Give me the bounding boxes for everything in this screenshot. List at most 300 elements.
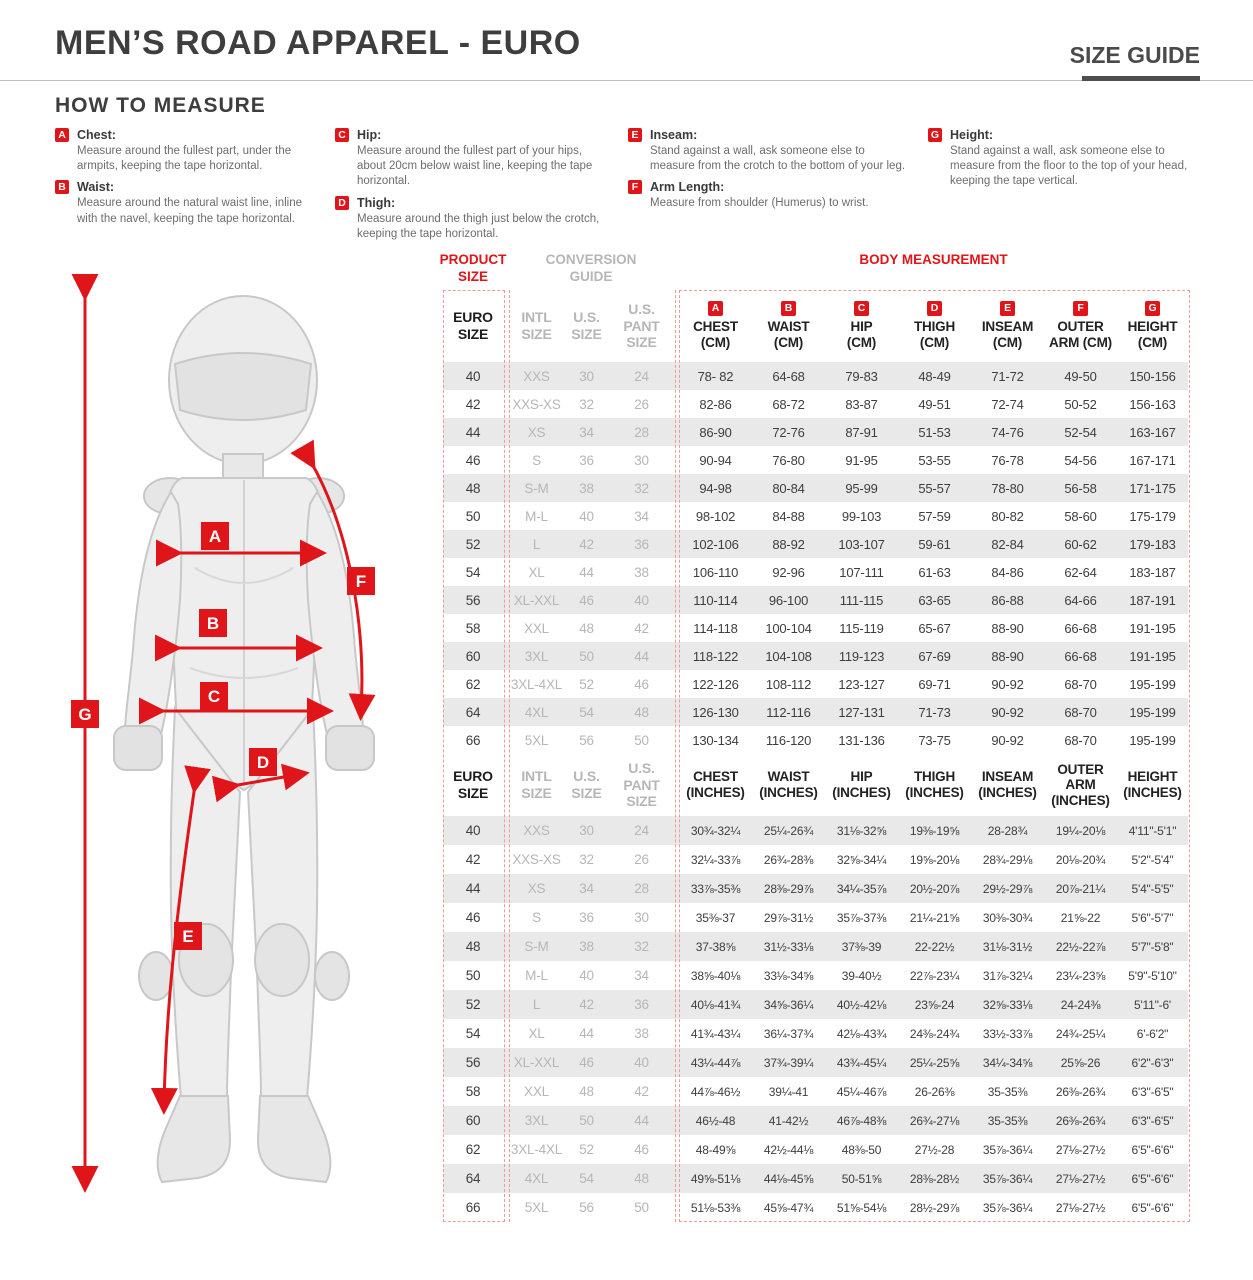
measurement-value: 21¼-21⅝: [909, 910, 960, 925]
column-header-row: [443, 290, 1188, 362]
measurement-value: 6'3"-6'5": [1131, 1084, 1174, 1099]
euro-size-value: 46: [465, 452, 481, 468]
measure-item-g: [928, 128, 1206, 190]
measurement-value: 29⅞-31½: [763, 910, 814, 925]
measurement-value: 20½-20⅞: [909, 881, 960, 896]
measure-column-1: [55, 128, 317, 233]
size-row-56: [443, 586, 1188, 614]
conversion-value: 50: [579, 648, 594, 664]
letter-badge: F: [628, 180, 642, 194]
size-row-60: [443, 642, 1188, 670]
measurement-value: 22⅞-23¼: [909, 968, 960, 983]
conversion-value: 24: [634, 823, 649, 838]
left-glove: [114, 726, 162, 770]
euro-size-value: 54: [465, 1026, 481, 1041]
header-divider: [0, 80, 1253, 81]
size-row-44: [443, 874, 1188, 903]
measurement-value: 116-120: [765, 732, 812, 748]
conversion-value: 42: [634, 1084, 649, 1099]
group-header-conversion-guide: CONVERSION GUIDE: [545, 252, 637, 284]
conversion-value: XS: [527, 881, 546, 896]
euro-size-value: 60: [465, 648, 481, 664]
conversion-value: 40: [579, 968, 594, 983]
measurement-value: 91-95: [845, 452, 878, 468]
measurement-value: 49⅝-51⅛: [690, 1171, 741, 1186]
letter-badge: E: [628, 128, 642, 142]
column-letter-badge: G: [1145, 301, 1160, 316]
conversion-value: 26: [634, 852, 649, 867]
euro-size-value: 44: [465, 881, 481, 896]
measure-name: Hip:: [357, 128, 382, 142]
conversion-value: 34: [579, 881, 594, 896]
measurement-value: 68-70: [1064, 704, 1097, 720]
size-row-58: [443, 1077, 1188, 1106]
conversion-value: 44: [579, 1026, 594, 1041]
measurement-value: 38⅝-40⅛: [690, 968, 741, 983]
measurement-value: 69-71: [918, 676, 951, 692]
thigh-label: D: [256, 753, 270, 772]
size-row-66: [443, 1193, 1188, 1222]
conversion-value: XXS-XS: [512, 852, 561, 867]
measurement-value: 33⅞-35⅜: [690, 881, 741, 896]
measurement-value: 56-58: [1064, 480, 1097, 496]
measurement-value: 65-67: [918, 620, 951, 636]
measurement-value: 95-99: [845, 480, 878, 496]
measurement-value: 78-80: [991, 480, 1024, 496]
conversion-value: XL: [528, 564, 545, 580]
measurement-value: 195-199: [1129, 704, 1176, 720]
measurement-value: 163-167: [1129, 424, 1176, 440]
size-row-64: [443, 1164, 1188, 1193]
measurement-value: 4'11"-5'1": [1128, 823, 1177, 838]
measurement-value: 191-195: [1129, 620, 1176, 636]
size-row-42: [443, 390, 1188, 418]
measure-name: Inseam:: [650, 128, 698, 142]
conversion-value: 36: [579, 452, 594, 468]
measurement-value: 52-54: [1064, 424, 1097, 440]
euro-size-value: 52: [465, 536, 481, 552]
column-letter-badge: D: [927, 301, 942, 316]
measurement-value: 32⅝-33⅛: [982, 997, 1033, 1012]
measurement-value: 130-134: [692, 732, 739, 748]
conversion-value: 36: [634, 536, 649, 552]
measurement-value: 6'5"-6'6": [1131, 1200, 1174, 1215]
measure-column-3: [628, 128, 906, 218]
hip-label: C: [207, 687, 221, 706]
measurement-value: 108-112: [765, 676, 812, 692]
measurement-value: 123-127: [838, 676, 885, 692]
euro-size-value: 56: [465, 592, 481, 608]
measurement-value: 86-90: [699, 424, 732, 440]
size-row-60: [443, 1106, 1188, 1135]
column-header-conversion: U.S. PANT SIZE: [623, 759, 660, 810]
measurement-value: 106-110: [692, 564, 739, 580]
measurement-value: 19⅝-20⅛: [909, 852, 960, 867]
size-row-62: [443, 1135, 1188, 1164]
column-header-conversion: U.S. SIZE: [571, 768, 602, 801]
column-header-row: [443, 754, 1188, 816]
measure-item-d: [335, 196, 607, 242]
measurement-value: 50-51⅝: [841, 1171, 882, 1186]
measurement-value: 25¼-25⅝: [909, 1055, 960, 1070]
measurement-value: 6'5"-6'6": [1131, 1171, 1174, 1186]
measurement-value: 27½-28: [914, 1142, 955, 1157]
measurement-value: 79-83: [845, 368, 878, 384]
conversion-value: 44: [634, 1113, 649, 1128]
measurement-value: 92-96: [772, 564, 805, 580]
measurement-value: 55-57: [918, 480, 951, 496]
euro-size-value: 42: [465, 396, 481, 412]
arm-length-label: F: [355, 572, 367, 591]
measurement-value: 195-199: [1129, 732, 1176, 748]
conversion-value: 30: [634, 910, 649, 925]
conversion-value: 26: [634, 396, 649, 412]
conversion-value: 38: [634, 1026, 649, 1041]
measurement-value: 32⅝-34¼: [836, 852, 887, 867]
measurement-value: 84-88: [772, 508, 805, 524]
measurement-value: 71-73: [918, 704, 951, 720]
measurement-value: 88-90: [991, 620, 1024, 636]
measurement-value: 67-69: [918, 648, 951, 664]
conversion-value: 44: [634, 648, 649, 664]
conversion-value: 5XL: [524, 1200, 549, 1215]
measurement-value: 22-22½: [914, 939, 955, 954]
measurement-value: 23⅝-24: [914, 997, 955, 1012]
measurement-value: 57-59: [918, 508, 951, 524]
column-header-measure: A CHEST (CM): [693, 302, 738, 350]
conversion-value: 52: [579, 676, 594, 692]
measure-item-e: [628, 128, 906, 174]
column-header-euro-size: EURO SIZE: [453, 309, 493, 342]
measurement-value: 126-130: [692, 704, 739, 720]
column-header-conversion: INTL SIZE: [521, 309, 552, 342]
page-title: MEN’S ROAD APPAREL - EURO: [55, 24, 581, 62]
column-header-measure: D THIGH (CM): [914, 302, 955, 350]
measurement-value: 32¼-33⅞: [690, 852, 741, 867]
measurement-value: 94-98: [699, 480, 732, 496]
measurement-value: 50-52: [1064, 396, 1097, 412]
conversion-value: XXL: [524, 620, 549, 636]
conversion-value: 38: [579, 480, 594, 496]
measurement-value: 26⅜-26¾: [1055, 1084, 1106, 1099]
measurement-value: 39¼-41: [768, 1084, 809, 1099]
measurement-value: 61-63: [918, 564, 951, 580]
measurement-value: 30¾-32¼: [690, 823, 741, 838]
size-row-40: [443, 816, 1188, 845]
measurement-value: 88-90: [991, 648, 1024, 664]
measurement-value: 35-35⅜: [987, 1113, 1028, 1128]
measurement-value: 34¼-34⅝: [982, 1055, 1033, 1070]
euro-size-value: 54: [465, 564, 481, 580]
measurement-value: 36¼-37¾: [763, 1026, 814, 1041]
size-row-52: [443, 990, 1188, 1019]
euro-size-value: 58: [465, 620, 481, 636]
measurement-value: 64-66: [1064, 592, 1097, 608]
letter-badge: G: [928, 128, 942, 142]
size-guide-label: SIZE GUIDE: [1069, 42, 1200, 68]
conversion-value: 34: [634, 968, 649, 983]
measurement-value: 187-191: [1129, 592, 1176, 608]
conversion-value: XL: [528, 1026, 545, 1041]
conversion-value: XXS: [523, 368, 550, 384]
conversion-value: 36: [634, 997, 649, 1012]
measurement-value: 54-56: [1064, 452, 1097, 468]
right-knee-pad: [255, 924, 309, 996]
conversion-value: XL-XXL: [513, 592, 560, 608]
measurement-value: 76-80: [772, 452, 805, 468]
measurement-value: 28¾-29⅛: [982, 852, 1033, 867]
measurement-value: 43¼-44⅞: [690, 1055, 741, 1070]
measurement-value: 5'2"-5'4": [1131, 852, 1174, 867]
left-knee-puck: [139, 952, 173, 1000]
measurement-value: 27⅛-27½: [1055, 1171, 1106, 1186]
measure-name: Waist:: [77, 180, 115, 195]
measurement-value: 28⅜-29⅞: [763, 881, 814, 896]
conversion-value: 44: [579, 564, 594, 580]
column-header-conversion: U.S. SIZE: [571, 309, 602, 342]
measurement-value: 104-108: [765, 648, 812, 664]
conversion-value: 3XL: [524, 648, 549, 664]
measurement-value: 42½-44⅛: [763, 1142, 814, 1157]
measurement-value: 64-68: [772, 368, 805, 384]
measurement-value: 31½-33⅛: [763, 939, 814, 954]
measurement-value: 34⅝-36¼: [763, 997, 814, 1012]
measurement-value: 26⅜-26¾: [1055, 1113, 1106, 1128]
conversion-value: 40: [634, 592, 649, 608]
measurement-value: 39-40½: [841, 968, 882, 983]
chest-label: A: [208, 527, 222, 546]
measurement-value: 90-94: [699, 452, 732, 468]
size-row-66: [443, 726, 1188, 754]
size-row-46: [443, 903, 1188, 932]
measurement-value: 80-84: [772, 480, 805, 496]
size-row-58: [443, 614, 1188, 642]
conversion-value: XXS: [523, 823, 550, 838]
conversion-value: XS: [527, 424, 546, 440]
conversion-value: 38: [634, 564, 649, 580]
letter-badge: C: [335, 128, 349, 142]
measurement-value: 90-92: [991, 676, 1024, 692]
conversion-value: L: [532, 997, 541, 1012]
measurement-value: 26¾-28⅜: [763, 852, 814, 867]
euro-size-value: 64: [465, 1171, 481, 1186]
measurement-value: 6'3"-6'5": [1131, 1113, 1174, 1128]
conversion-value: 54: [579, 704, 594, 720]
conversion-value: 32: [634, 480, 649, 496]
conversion-value: 3XL-4XL: [510, 1142, 563, 1157]
conversion-value: 46: [634, 1142, 649, 1157]
euro-size-value: 66: [465, 1200, 481, 1215]
measurement-value: 24¾-25¼: [1055, 1026, 1106, 1041]
inseam-label: E: [182, 927, 194, 946]
measure-description: Stand against a wall, ask someone else to measure from the crotch to the bottom of your leg.: [650, 145, 906, 173]
measurement-value: 35⅞-36¼: [982, 1142, 1033, 1157]
column-header-conversion: INTL SIZE: [521, 768, 552, 801]
conversion-value: L: [532, 536, 541, 552]
size-row-56: [443, 1048, 1188, 1077]
measurement-value: 72-74: [991, 396, 1024, 412]
conversion-value: 36: [579, 910, 594, 925]
right-glove: [326, 726, 374, 770]
conversion-value: 50: [634, 732, 649, 748]
measurement-value: 49-51: [918, 396, 951, 412]
size-row-48: [443, 474, 1188, 502]
conversion-value: 30: [579, 823, 594, 838]
conversion-value: 42: [579, 536, 594, 552]
measurement-value: 6'2"-6'3": [1131, 1055, 1174, 1070]
measurement-value: 86-88: [991, 592, 1024, 608]
column-header-measure: HIP (INCHES): [832, 769, 891, 800]
right-arm: [307, 492, 363, 738]
size-table-rows: [443, 290, 1188, 1222]
measurement-value: 20⅛-20¾: [1055, 852, 1106, 867]
measure-item-c: [335, 128, 607, 190]
conversion-value: 3XL-4XL: [510, 676, 563, 692]
conversion-value: 56: [579, 732, 594, 748]
letter-badge: B: [55, 180, 69, 194]
column-header-measure: C HIP (CM): [846, 302, 877, 350]
measurement-value: 115-119: [839, 620, 884, 636]
euro-size-value: 44: [465, 424, 481, 440]
measurement-value: 42⅛-43¾: [836, 1026, 887, 1041]
measurement-value: 5'6"-5'7": [1131, 910, 1174, 925]
measurement-value: 22½-22⅞: [1055, 939, 1106, 954]
measurement-value: 5'4"-5'5": [1131, 881, 1174, 896]
size-guide-underline: [1082, 76, 1200, 81]
neck: [223, 454, 263, 480]
measurement-value: 66-68: [1064, 648, 1097, 664]
measurement-value: 114-118: [693, 620, 738, 636]
conversion-value: M-L: [525, 508, 548, 524]
measurement-value: 82-86: [699, 396, 732, 412]
measurement-value: 122-126: [692, 676, 739, 692]
measurement-value: 78- 82: [697, 368, 734, 384]
measurement-value: 31⅛-31½: [982, 939, 1033, 954]
conversion-value: 38: [579, 939, 594, 954]
measurement-value: 29½-29⅞: [982, 881, 1033, 896]
conversion-value: S-M: [524, 480, 549, 496]
conversion-value: 28: [634, 424, 649, 440]
measurement-value: 179-183: [1129, 536, 1176, 552]
measurement-value: 41¾-43¼: [690, 1026, 741, 1041]
measurement-value: 110-114: [693, 592, 738, 608]
measurement-value: 28-28¾: [987, 823, 1028, 838]
column-header-euro-size: EURO SIZE: [453, 768, 493, 801]
measurement-value: 68-70: [1064, 732, 1097, 748]
measurement-value: 167-171: [1129, 452, 1176, 468]
measurement-value: 175-179: [1129, 508, 1176, 524]
column-letter-badge: E: [1000, 301, 1015, 316]
measurement-value: 35⅞-37⅜: [836, 910, 887, 925]
column-letter-badge: B: [781, 301, 796, 316]
column-letter-badge: A: [708, 301, 723, 316]
conversion-value: 30: [634, 452, 649, 468]
measure-name: Arm Length:: [650, 180, 725, 195]
measurement-value: 58-60: [1064, 508, 1097, 524]
column-header-measure: WAIST (INCHES): [759, 769, 818, 800]
measurement-value: 100-104: [765, 620, 812, 636]
conversion-value: 48: [634, 704, 649, 720]
measurement-value: 118-122: [692, 648, 739, 664]
conversion-value: 50: [634, 1200, 649, 1215]
measure-description: Measure around the fullest part, under the armpits, keeping the tape horizontal.: [77, 145, 292, 173]
measurement-value: 25⅝-26: [1060, 1055, 1101, 1070]
rider-figure-illustration: [30, 268, 450, 1232]
measurement-value: 150-156: [1129, 368, 1176, 384]
euro-size-value: 46: [465, 910, 481, 925]
measurement-value: 62-64: [1064, 564, 1097, 580]
column-header-measure: F OUTER ARM (CM): [1049, 302, 1112, 350]
conversion-value: S-M: [524, 939, 549, 954]
measurement-value: 19⅜-19⅝: [909, 823, 960, 838]
measurement-value: 156-163: [1129, 396, 1176, 412]
euro-size-value: 64: [465, 704, 481, 720]
size-row-52: [443, 530, 1188, 558]
measurement-value: 87-91: [845, 424, 878, 440]
column-header-measure: THIGH (INCHES): [905, 769, 964, 800]
measurement-value: 35⅜-37: [695, 910, 736, 925]
euro-size-value: 58: [465, 1084, 481, 1099]
measure-column-4: [928, 128, 1206, 196]
conversion-value: 42: [579, 997, 594, 1012]
conversion-value: 48: [634, 1171, 649, 1186]
euro-size-value: 62: [465, 676, 481, 692]
conversion-value: 40: [579, 508, 594, 524]
euro-size-value: 40: [465, 823, 481, 838]
measurement-value: 51⅝-54⅛: [836, 1200, 887, 1215]
measure-name: Height:: [950, 128, 994, 142]
measurement-value: 35⅞-36¼: [982, 1200, 1033, 1215]
column-header-measure: CHEST (INCHES): [686, 769, 745, 800]
measurement-value: 27⅛-27½: [1055, 1142, 1106, 1157]
measurement-value: 98-102: [695, 508, 736, 524]
column-header-conversion: U.S. PANT SIZE: [623, 300, 660, 351]
column-header-measure: INSEAM (INCHES): [978, 769, 1037, 800]
measurement-value: 131-136: [838, 732, 885, 748]
right-knee-puck: [315, 952, 349, 1000]
measure-description: Measure from shoulder (Humerus) to wrist.: [650, 197, 869, 210]
conversion-value: 52: [579, 1142, 594, 1157]
letter-badge: A: [55, 128, 69, 142]
conversion-value: 34: [579, 424, 594, 440]
size-row-48: [443, 932, 1188, 961]
helmet-visor: [175, 353, 311, 420]
letter-badge: D: [335, 196, 349, 210]
measurement-value: 99-103: [841, 508, 882, 524]
measurement-value: 111-115: [839, 592, 884, 608]
measurement-value: 6'5"-6'6": [1131, 1142, 1174, 1157]
measurement-value: 82-84: [991, 536, 1024, 552]
measurement-value: 80-82: [991, 508, 1024, 524]
size-row-40: [443, 362, 1188, 390]
measurement-value: 49-50: [1064, 368, 1097, 384]
measurement-value: 24⅜-24¾: [909, 1026, 960, 1041]
euro-size-value: 50: [465, 508, 481, 524]
size-row-42: [443, 845, 1188, 874]
measure-item-b: [55, 180, 317, 226]
column-letter-badge: F: [1073, 301, 1088, 316]
column-header-measure: OUTER ARM (INCHES): [1051, 761, 1110, 808]
measurement-value: 191-195: [1129, 648, 1176, 664]
measurement-value: 20⅞-21¼: [1055, 881, 1106, 896]
conversion-value: 30: [579, 368, 594, 384]
left-boot: [158, 1096, 230, 1182]
measurement-value: 88-92: [772, 536, 805, 552]
size-row-62: [443, 670, 1188, 698]
measure-name: Chest:: [77, 128, 116, 142]
how-to-measure-title: HOW TO MEASURE: [55, 94, 266, 117]
euro-size-value: 48: [465, 480, 481, 496]
